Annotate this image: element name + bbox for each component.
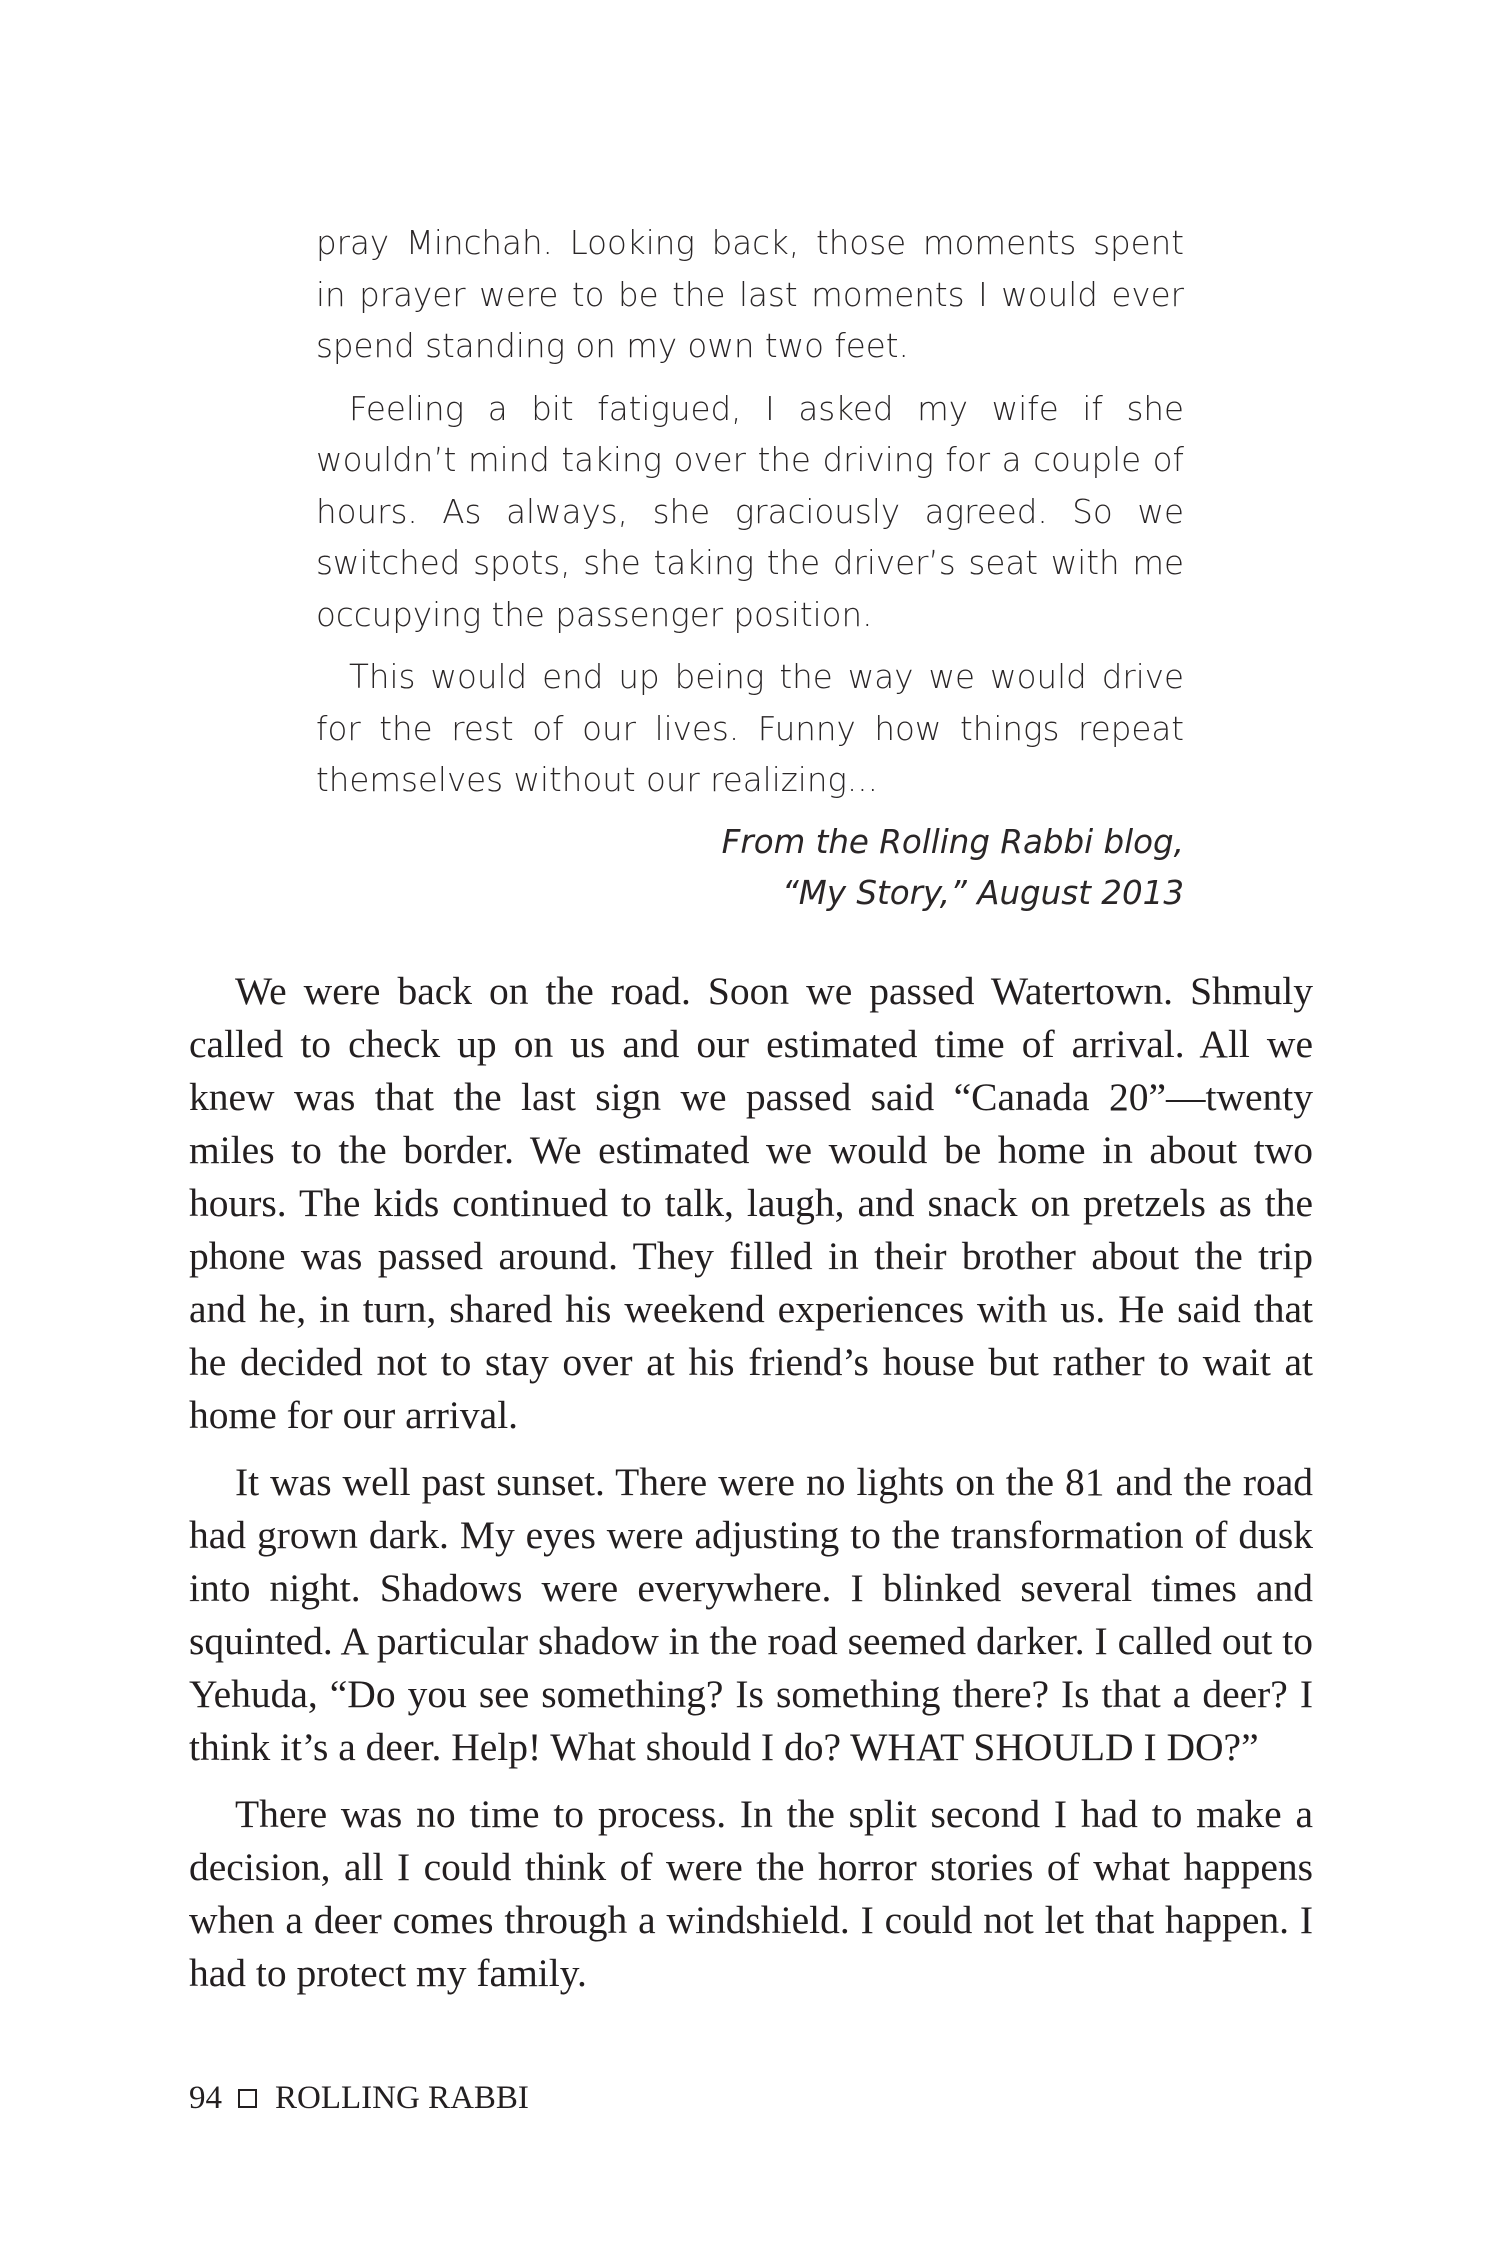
running-title: ROLLING RABBI xyxy=(275,2080,529,2116)
page-footer xyxy=(189,2078,529,2118)
square-outline-icon xyxy=(238,2089,257,2108)
excerpt-attribution xyxy=(316,817,1184,920)
main-body-text xyxy=(189,965,1313,2000)
excerpt-paragraph: This would end up being the way we would drive for the rest of our lives. Funny how things repeat themselves without our realizing... xyxy=(316,658,1184,799)
body-paragraph: We were back on the road. Soon we passed Watertown. Shmuly called to check up on us and our estimated time of arrival. All we knew was that the last sign we passed said “Canada 20”—twenty miles to the border. We estimated we would be home in about two hours. The kids continued to talk, laugh, and snack on pretzels as the phone was passed around. They filled in their brother about the trip and he, in turn, shared his weekend experiences with us. He said that he decided not to stay over at his friend’s house but rather to wait at home for our arrival. xyxy=(189,969,1313,1437)
body-paragraph: There was no time to process. In the split second I had to make a decision, all I could think of were the horror stories of what happens when a deer comes through a windshield. I could not let that happen. I had to protect my family. xyxy=(189,1792,1313,1995)
blog-excerpt xyxy=(316,218,1184,920)
page-number: 94 xyxy=(189,2080,222,2116)
attribution-source: From the Rolling Rabbi blog, xyxy=(721,822,1184,861)
excerpt-paragraph: pray Minchah. Looking back, those moments spent in prayer were to be the last moments I would ever spend standing on my own two feet. xyxy=(316,224,1184,365)
body-paragraph: It was well past sunset. There were no lights on the 81 and the road had grown dark. My eyes were adjusting to the transformation of dusk into night. Shadows were everywhere. I blinked several times and squinted. A particular shadow in the road seemed darker. I called out to Yehuda, “Do you see something? Is something there? Is that a deer? I think it’s a deer. Help! What should I do? WHAT SHOULD I DO?” xyxy=(189,1460,1313,1769)
excerpt-paragraph: Feeling a bit fatigued, I asked my wife if she wouldn’t mind taking over the driving for a couple of hours. As always, she graciously agreed. So we switched spots, she taking the driver’s seat with me occupying the passenger position. xyxy=(316,389,1184,634)
attribution-title-date: “My Story,” August 2013 xyxy=(781,874,1184,912)
